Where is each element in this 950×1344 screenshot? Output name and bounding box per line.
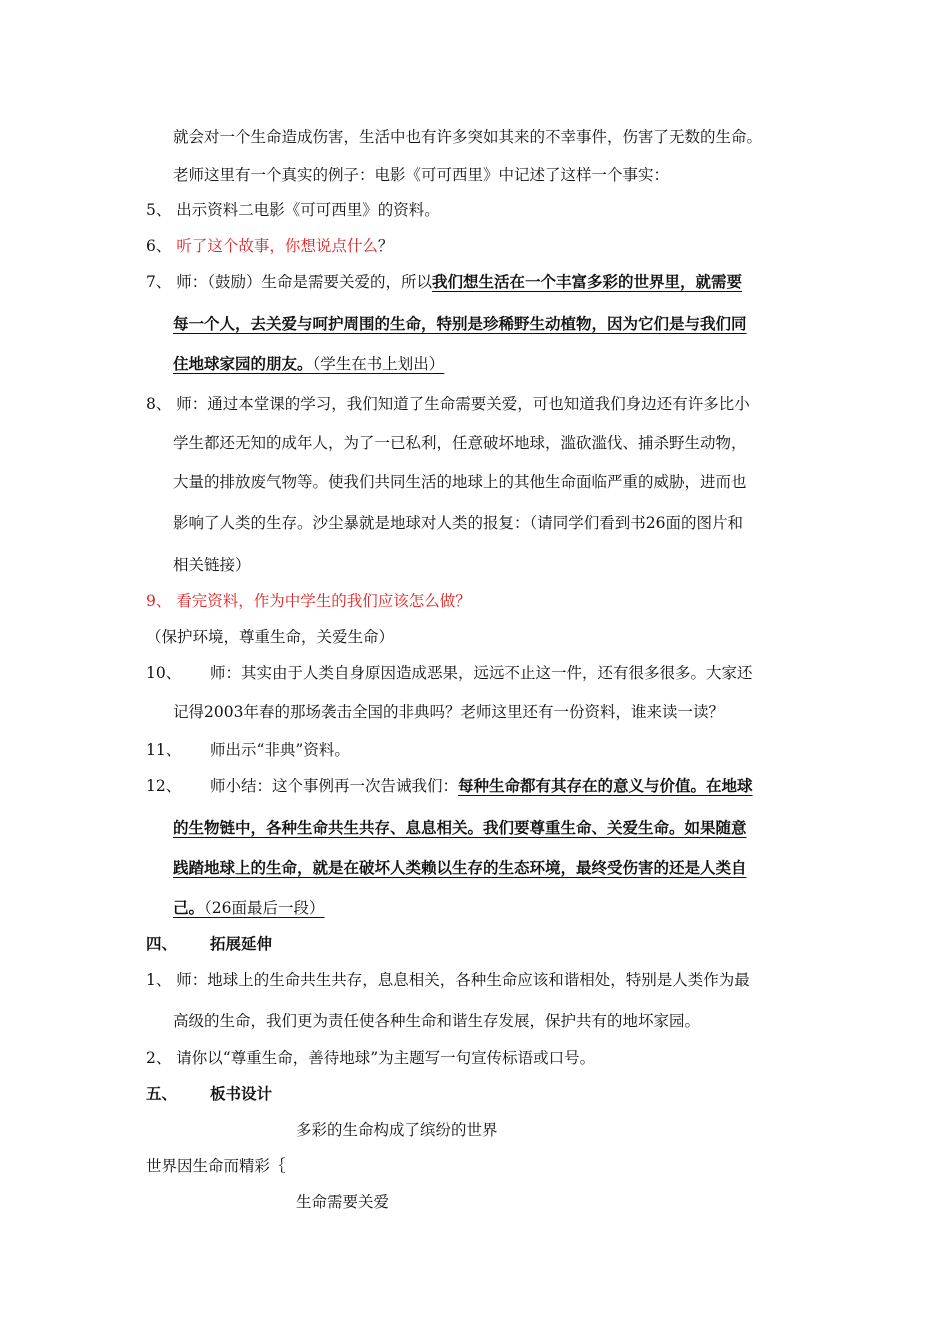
paragraph-line: 学生都还无知的成年人，为了一已私利，任意破坏地球，滥砍滥伐、捕杀野生动物， bbox=[173, 434, 747, 452]
key-point-text: 己。 bbox=[173, 898, 205, 917]
list-number: 11、 bbox=[146, 741, 182, 759]
list-number: 6、 bbox=[146, 237, 172, 255]
list-item-12 bbox=[210, 776, 753, 796]
section-heading: 板书设计 bbox=[210, 1084, 273, 1103]
question-text: 听了这个故事，你想说点什么 bbox=[176, 237, 378, 255]
key-point-text: 住地球家园的朋友。 bbox=[173, 354, 313, 373]
key-point-text: 践踏地球上的生命，就是在破坏人类赖以生存的生态环境，最终受伤害的还是人类自 bbox=[173, 858, 747, 877]
list-item-5: 5、 出示资料二电影《可可西里》的资料。 bbox=[146, 201, 440, 219]
list-item-10: 师：其实由于人类自身原因造成恶果，远远不止这一件，还有很多很多。大家还 bbox=[210, 664, 753, 682]
section-heading: 拓展延伸 bbox=[210, 934, 273, 953]
list-item-9: 9、 看完资料，作为中学生的我们应该怎么做？ bbox=[146, 592, 471, 610]
key-point-text: 每一个人，去关爱与呵护周围的生命，特别是珍稀野生动植物，因为它们是与我们同 bbox=[173, 314, 747, 333]
text-run: 师小结：这个事例再一次告诫我们： bbox=[210, 777, 459, 795]
key-point-text: 我们想生活在一个丰富多彩的世界里，就需要 bbox=[432, 272, 743, 291]
section-number: 五、 bbox=[146, 1084, 178, 1103]
paragraph-line: 高级的生命，我们更为责任使各种生命和谐生存发展，保护共有的地坏家园。 bbox=[173, 1012, 701, 1030]
list-number: 10、 bbox=[146, 664, 182, 682]
paragraph-line: 影响了人类的生存。沙尘暴就是地球对人类的报复：（请同学们看到书26面的图片和 bbox=[173, 514, 743, 532]
answer-line: （保护环境，尊重生命，关爱生命） bbox=[146, 628, 395, 646]
list-item-1: 1、 师：地球上的生命共生共存，息息相关，各种生命应该和谐相处，特别是人类作为最 bbox=[146, 971, 750, 989]
text-run: 7、 师：（鼓励）生命是需要关爱的，所以 bbox=[146, 273, 433, 291]
paragraph-line bbox=[173, 314, 747, 334]
paragraph-line bbox=[173, 858, 747, 878]
key-point-text: 的生物链中，各种生命共生共存、息息相关。我们要尊重生命、关爱生命。如果随意 bbox=[173, 818, 747, 837]
list-item-7 bbox=[146, 272, 742, 292]
paragraph-line: 老师这里有一个真实的例子：电影《可可西里》中记述了这样一个事实： bbox=[173, 166, 670, 184]
paragraph-line bbox=[173, 818, 747, 838]
board-line: 生命需要关爱 bbox=[296, 1193, 390, 1211]
list-item-11: 师出示“非典”资料。 bbox=[210, 741, 350, 759]
section-number: 四、 bbox=[146, 934, 178, 953]
paragraph-line: 记得2003年春的那场袭击全国的非典吗？老师这里还有一份资料，谁来读一读？ bbox=[173, 703, 724, 721]
paragraph-line: 相关链接） bbox=[173, 556, 251, 574]
paragraph-line: 就会对一个生命造成伤害，生活中也有许多突如其来的不幸事件，伤害了无数的生命。 bbox=[173, 128, 763, 146]
list-item-8: 8、 师：通过本堂课的学习，我们知道了生命需要关爱，可也知道我们身边还有许多比小 bbox=[146, 395, 750, 413]
list-item-2: 2、 请你以“尊重生命，善待地球”为主题写一句宣传标语或口号。 bbox=[146, 1049, 596, 1067]
list-number: 12、 bbox=[146, 777, 182, 795]
list-item-6 bbox=[146, 236, 393, 256]
paragraph-line bbox=[173, 898, 325, 918]
text-run: （26面最后一段） bbox=[204, 899, 325, 917]
board-line: 世界因生命而精彩｛ bbox=[146, 1157, 286, 1175]
paragraph-line: 大量的排放废气物等。使我们共同生活的地球上的其他生命面临严重的威胁，进而也 bbox=[173, 473, 747, 491]
text-run: （学生在书上划出） bbox=[312, 355, 445, 373]
key-point-text: 每种生命都有其存在的意义与价值。在地球 bbox=[458, 776, 753, 795]
question-mark: ？ bbox=[377, 237, 394, 255]
paragraph-line bbox=[173, 354, 444, 374]
board-line: 多彩的生命构成了缤纷的世界 bbox=[296, 1121, 498, 1139]
